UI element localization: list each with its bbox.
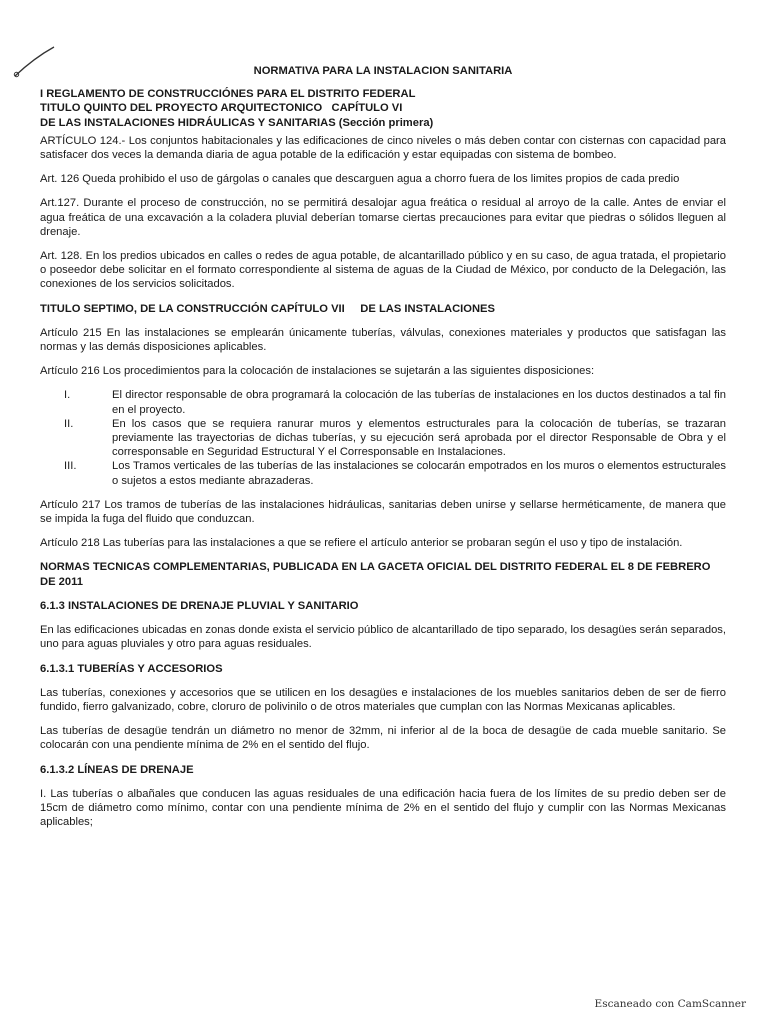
article-217: Artículo 217 Los tramos de tuberías de las instalaciones hidráulicas, sanitarias deben unirse y sellarse herméticamente, de manera que se impida la fuga del fluido que conduzcan. [40,498,726,526]
section-6-1-3-2-para-1: I. Las tuberías o albañales que conducen las aguas residuales de una edificación hacia fuera de los límites de su predio deben ser de 15cm de diámetro como mínimo, contar con una pendiente mínima de 2% en el sentido del flujo y cumplir con las Normas Mexicanas aplicables; [40,787,726,829]
list-item-text: En los casos que se requiera ranurar muros y elementos estructurales para la colocación de tuberías, se trazaran previamente las trayectorias de dichas tuberías, y su ejecución será aprobada por el director Responsable de Obra y el corresponsable en Seguridad Estructural Y el Corresponsable en Instalaciones. [112,417,726,459]
section-6-1-3-heading: 6.1.3 INSTALACIONES DE DRENAJE PLUVIAL Y SANITARIO [40,599,359,612]
article-216: Artículo 216 Los procedimientos para la colocación de instalaciones se sujetarán a las siguientes disposiciones: [40,365,595,378]
section-6-1-3-1-para-1: Las tuberías, conexiones y accesorios que se utilicen en los desagües e instalaciones de los muebles sanitarios deben de ser de fierro fundido, fierro galvanizado, cobre, cloruro de polivinilo o de otros materiales que cumplan con las Normas Mexicanas aplicables. [40,686,726,713]
header-line-2: TITULO QUINTO DEL PROYECTO ARQUITECTONICO CAPÍTULO VI [40,102,403,115]
document-title: NORMATIVA PARA LA INSTALACION SANITARIA [253,65,513,77]
section-6-1-3-2-heading: 6.1.3.2 LÍNEAS DE DRENAJE [40,763,194,776]
list-item-number: I. [64,389,71,402]
titulo-septimo-heading: TITULO SEPTIMO, DE LA CONSTRUCCIÓN CAPÍTULO VII DE LAS INSTALACIONES [40,302,495,315]
list-item-number: II. [64,417,74,430]
list-item-text: El director responsable de obra programará la colocación de las tuberías de instalaciones en los ductos destinados a tal fin en el proyecto. [112,389,726,416]
article-127: Art.127. Durante el proceso de construcción, no se permitirá desalojar agua freática o residual al arroyo de la calle. Antes de enviar el agua freática de una excavación a la coladera pluvial deberían tomarse ciertas precauciones para evitar que piedras o sólidos lleguen al drenaje. [40,197,726,238]
article-218: Artículo 218 Las tuberías para las instalaciones a que se refiere el artículo anterior se probaran según el uso y tipo de instalación. [40,537,683,550]
list-item-text: Los Tramos verticales de las tuberías de las instalaciones se colocarán empotrados en los muros o elementos estructurales o sujetos a estos mediante abrazaderas. [112,460,726,487]
header-line-1: I REGLAMENTO DE CONSTRUCCIÓNES PARA EL DISTRITO FEDERAL [40,88,416,101]
list-item [40,417,726,460]
section-6-1-3-text: En las edificaciones ubicadas en zonas donde exista el servicio público de alcantarillado de tipo separado, los desagües serán separados, uno para aguas pluviales y otro para aguas residuales. [40,624,726,651]
document-body [40,64,726,839]
normas-tecnicas-heading: NORMAS TECNICAS COMPLEMENTARIAS, PUBLICADA EN LA GACETA OFICIAL DEL DISTRITO FEDERAL EL 8 DE FEBRERO DE 2011 [40,561,711,588]
article-124: ARTÍCULO 124.- Los conjuntos habitacionales y las edificaciones de cinco niveles o más deben contar con cisternas con capacidad para satisfacer dos veces la demanda diaria de agua potable de la edificación y estar equipadas con sistema de bombeo. [40,134,726,162]
list-item [40,388,726,416]
list-item-number: III. [64,460,77,473]
header-line-3: DE LAS INSTALACIONES HIDRÁULICAS Y SANITARIAS (Sección primera) [40,116,434,129]
section-6-1-3-1-para-2: Las tuberías de desagüe tendrán un diámetro no menor de 32mm, ni inferior al de la boca de desagüe de cada mueble sanitario. Se colocarán con una pendiente mínima de 2% en el sentido del flujo. [40,725,726,752]
article-215: Artículo 215 En las instalaciones se emplearán únicamente tuberías, válvulas, conexiones materiales y productos que satisfagan las normas y las demás disposiciones aplicables. [40,326,726,354]
article-128: Art. 128. En los predios ubicados en calles o redes de agua potable, de alcantarillado público y en su caso, de agua tratada, el propietario o poseedor debe solicitar en el formato correspondiente al sistema de aguas de la Ciudad de México, por conducto de la Delegación, las conexiones de los servicios solicitados. [40,250,726,291]
section-6-1-3-1-heading: 6.1.3.1 TUBERÍAS Y ACCESORIOS [40,662,223,675]
list-item [40,459,726,487]
article-216-list [40,388,726,487]
scanner-watermark: Escaneado con CamScanner [594,998,746,1010]
article-126: Art. 126 Queda prohibido el uso de gárgolas o canales que descarguen agua a chorro fuera de los limites propios de cada predio [40,173,680,186]
